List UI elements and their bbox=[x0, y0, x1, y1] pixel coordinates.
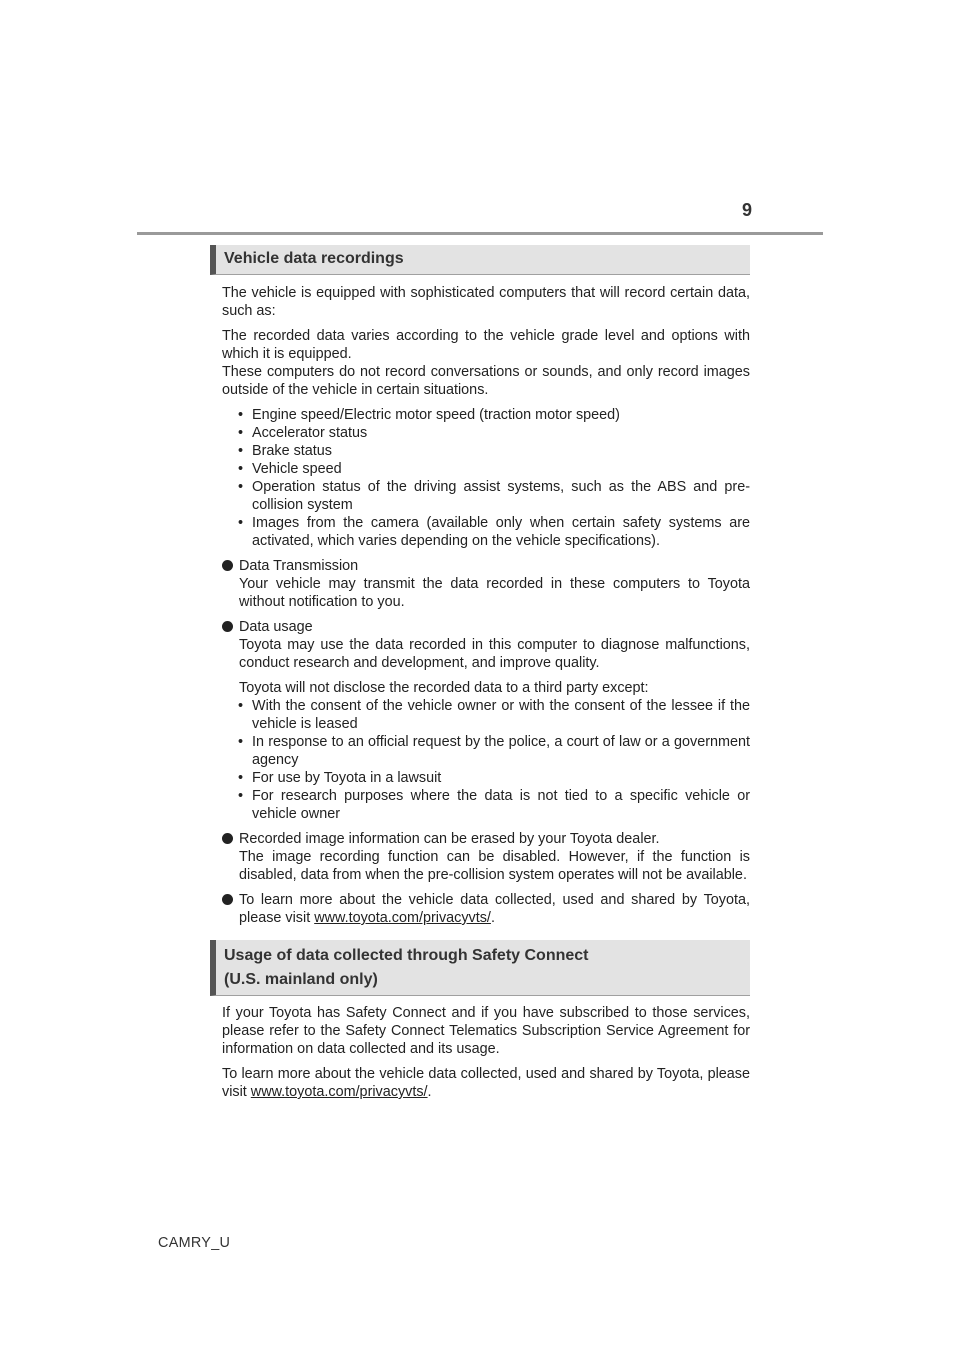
no-conversations-paragraph: These computers do not record conversations or sounds, and only record images outside of the vehicle in certain situations. bbox=[222, 364, 750, 398]
list-item: • With the consent of the vehicle owner or with the consent of the lessee if the vehicle is leased bbox=[238, 697, 750, 733]
data-usage-title: Data usage bbox=[239, 619, 313, 635]
safety-connect-learn-more bbox=[222, 1065, 750, 1101]
disclosure-exceptions-list bbox=[238, 697, 750, 823]
learn-more-end: . bbox=[427, 1084, 432, 1100]
list-item: • Operation status of the driving assist systems, such as the ABS and pre-collision system bbox=[238, 478, 750, 514]
learn-more-item bbox=[222, 891, 750, 927]
list-item: • Vehicle speed bbox=[238, 460, 750, 478]
data-transmission-text: Your vehicle may transmit the data recorded in these computers to Toyota without notification to you. bbox=[239, 576, 750, 610]
section-heading-safety-connect bbox=[210, 940, 750, 996]
intro-paragraph: The vehicle is equipped with sophisticated computers that will record certain data, such as: bbox=[222, 285, 750, 319]
image-info-item bbox=[222, 830, 750, 884]
data-transmission-title: Data Transmission bbox=[239, 558, 359, 574]
bullet-dot-icon bbox=[222, 894, 233, 905]
recorded-data-list bbox=[238, 406, 750, 550]
page-number: 9 bbox=[742, 200, 753, 220]
bullet-dot-icon bbox=[222, 560, 233, 571]
disclosure-paragraph: Toyota will not disclose the recorded data to a third party except: bbox=[239, 680, 649, 696]
data-usage-text: Toyota may use the data recorded in this computer to diagnose malfunctions, conduct research and development, and improve quality. bbox=[239, 637, 750, 671]
data-usage-item bbox=[222, 618, 750, 672]
data-varies-paragraph: The recorded data varies according to the vehicle grade level and options with which it is equipped. bbox=[222, 328, 750, 362]
list-item: • Brake status bbox=[238, 442, 750, 460]
learn-more-end: . bbox=[490, 910, 495, 926]
learn-more-text: To learn more about the vehicle data collected, used and shared by Toyota, please visit bbox=[222, 1066, 750, 1100]
footer-model-code: CAMRY_U bbox=[158, 1235, 231, 1251]
image-info-title: Recorded image information can be erased by your Toyota dealer. bbox=[239, 831, 660, 847]
list-item: • For use by Toyota in a lawsuit bbox=[238, 769, 750, 787]
list-item: • Images from the camera (available only when certain safety systems are activated, which varies depending on the vehicle specifications). bbox=[238, 514, 750, 550]
list-item: • Accelerator status bbox=[238, 424, 750, 442]
page-content bbox=[210, 245, 750, 1108]
privacy-link[interactable]: www.toyota.com/privacyvts/ bbox=[250, 1084, 428, 1100]
header-rule bbox=[137, 232, 823, 235]
data-transmission-item bbox=[222, 557, 750, 611]
learn-more-text: To learn more about the vehicle data collected, used and shared by Toyota, please visit bbox=[239, 892, 750, 926]
list-item: • Engine speed/Electric motor speed (traction motor speed) bbox=[238, 406, 750, 424]
bullet-dot-icon bbox=[222, 833, 233, 844]
safety-connect-heading-line2: (U.S. mainland only) bbox=[224, 971, 378, 988]
safety-connect-heading-line1: Usage of data collected through Safety Connect bbox=[224, 947, 589, 964]
bullet-dot-icon bbox=[222, 621, 233, 632]
privacy-link[interactable]: www.toyota.com/privacyvts/ bbox=[314, 910, 491, 926]
list-item: • In response to an official request by the police, a court of law or a government agency bbox=[238, 733, 750, 769]
section-heading-vehicle-data: Vehicle data recordings bbox=[210, 245, 750, 275]
list-item: • For research purposes where the data is not tied to a specific vehicle or vehicle owner bbox=[238, 787, 750, 823]
safety-connect-paragraph: If your Toyota has Safety Connect and if you have subscribed to those services, please refer to the Safety Connect Telematics Subscription Service Agreement for information on data collected and its usage. bbox=[222, 1005, 750, 1057]
image-info-text: The image recording function can be disabled. However, if the function is disabled, data from when the pre-collision system operates will not be available. bbox=[239, 849, 750, 883]
